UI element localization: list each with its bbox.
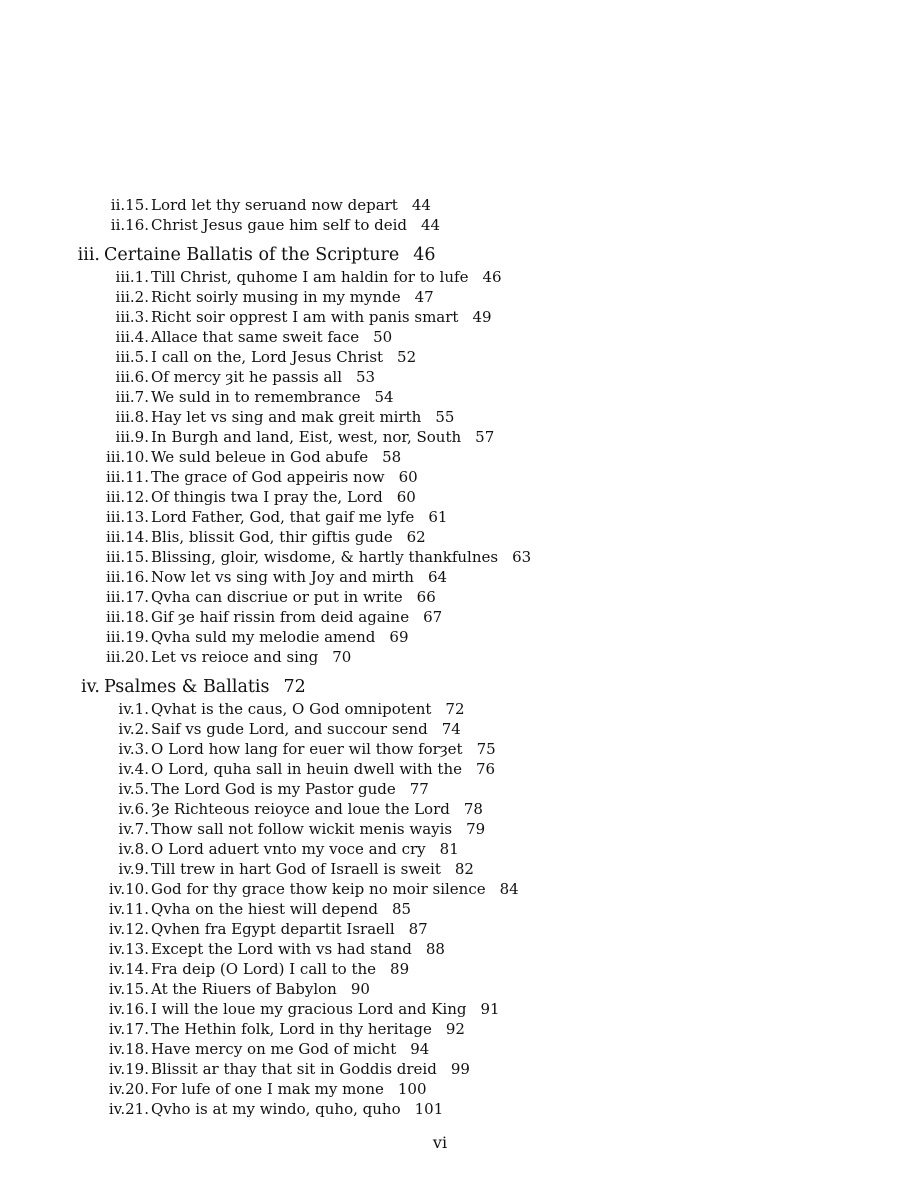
entry-title: We suld beleue in God abufe bbox=[151, 448, 369, 466]
entry-number: iii.12. bbox=[105, 488, 149, 506]
toc-entry bbox=[0, 287, 900, 307]
toc-entry bbox=[0, 799, 900, 819]
entry-title: Now let vs sing with Joy and mirth bbox=[151, 568, 414, 586]
entry-page-number: 99 bbox=[450, 1060, 470, 1078]
toc-entry bbox=[0, 739, 900, 759]
entry-page-number: 44 bbox=[421, 216, 441, 234]
entry-title: Christ Jesus gaue him self to deid bbox=[151, 216, 408, 234]
entry-title: Thow sall not follow wickit menis wayis bbox=[151, 820, 453, 838]
entry-title-line bbox=[151, 215, 440, 235]
entry-title: The Hethin folk, Lord in thy heritage bbox=[151, 1020, 432, 1038]
toc-entry bbox=[0, 759, 900, 779]
toc-entry bbox=[0, 607, 900, 627]
entry-page-number: 55 bbox=[435, 408, 455, 426]
entry-number: iv.4. bbox=[118, 760, 149, 778]
entry-page-number: 76 bbox=[476, 760, 496, 778]
entry-page-number: 72 bbox=[445, 700, 465, 718]
entry-page-number: 82 bbox=[454, 860, 474, 878]
entry-number: iii.17. bbox=[105, 588, 149, 606]
toc-entry bbox=[0, 467, 900, 487]
toc-entry bbox=[0, 587, 900, 607]
entry-number: iii.1. bbox=[115, 268, 149, 286]
table-of-contents bbox=[0, 195, 900, 1119]
entry-title-line bbox=[151, 547, 531, 567]
entry-number: iv.8. bbox=[118, 840, 149, 858]
entry-title-line bbox=[151, 799, 483, 819]
entry-title: God for thy grace thow keip no moir silence bbox=[151, 880, 486, 898]
entry-title: Saif vs gude Lord, and succour send bbox=[151, 720, 428, 738]
entry-page-number: 78 bbox=[463, 800, 483, 818]
entry-title: O Lord aduert vnto my voce and cry bbox=[151, 840, 426, 858]
entry-number: iv.19. bbox=[108, 1060, 149, 1078]
toc-entry bbox=[0, 819, 900, 839]
toc-entry bbox=[0, 647, 900, 667]
toc-entry bbox=[0, 527, 900, 547]
toc-entry bbox=[0, 267, 900, 287]
entry-title-line bbox=[151, 1019, 465, 1039]
entry-title-line bbox=[151, 507, 447, 527]
entry-page-number: 57 bbox=[475, 428, 495, 446]
toc-entry bbox=[0, 719, 900, 739]
toc-entry bbox=[0, 779, 900, 799]
entry-number: iv.21. bbox=[108, 1100, 149, 1118]
entry-page-number: 58 bbox=[382, 448, 402, 466]
entry-page-number: 69 bbox=[389, 628, 409, 646]
entry-title-line bbox=[151, 467, 418, 487]
entry-title-line bbox=[151, 739, 496, 759]
entry-page-number: 101 bbox=[414, 1100, 444, 1118]
entry-number: iv.1. bbox=[118, 700, 149, 718]
entry-title-line bbox=[151, 287, 434, 307]
entry-title-line bbox=[151, 939, 445, 959]
entry-title: We suld in to remembrance bbox=[151, 388, 361, 406]
entry-page-number: 60 bbox=[396, 488, 416, 506]
entry-number: iv.13. bbox=[108, 940, 149, 958]
entry-number: iv.12. bbox=[108, 920, 149, 938]
toc-entry bbox=[0, 1099, 900, 1119]
toc-entry bbox=[0, 919, 900, 939]
entry-number: iii.9. bbox=[115, 428, 149, 446]
toc-entry bbox=[0, 999, 900, 1019]
entry-number: iv.6. bbox=[118, 800, 149, 818]
entry-number: iii.5. bbox=[115, 348, 149, 366]
entry-title: Let vs reioce and sing bbox=[151, 648, 319, 666]
section-spacer bbox=[0, 235, 900, 243]
entry-title-line bbox=[151, 367, 375, 387]
entry-title-line bbox=[151, 567, 447, 587]
entry-title: Hay let vs sing and mak greit mirth bbox=[151, 408, 422, 426]
toc-entry bbox=[0, 567, 900, 587]
entry-page-number: 50 bbox=[373, 328, 393, 346]
toc-entry bbox=[0, 859, 900, 879]
entry-title: Qvha can discriue or put in write bbox=[151, 588, 403, 606]
entry-title-line bbox=[151, 447, 401, 467]
entry-title-line bbox=[151, 587, 436, 607]
toc-entry bbox=[0, 979, 900, 999]
entry-title-line bbox=[151, 195, 431, 215]
entry-page-number: 62 bbox=[406, 528, 426, 546]
entry-number: iv.16. bbox=[108, 1000, 149, 1018]
entry-number: iv.9. bbox=[118, 860, 149, 878]
entry-page-number: 74 bbox=[441, 720, 461, 738]
entry-number: iii.18. bbox=[105, 608, 149, 626]
entry-page-number: 44 bbox=[411, 196, 431, 214]
entry-title: Blissit ar thay that sit in Goddis dreid bbox=[151, 1060, 437, 1078]
entry-title-line bbox=[151, 859, 474, 879]
entry-title: The grace of God appeiris now bbox=[151, 468, 385, 486]
toc-entry bbox=[0, 627, 900, 647]
entry-number: iii.10. bbox=[105, 448, 149, 466]
entry-title: Qvhen fra Egypt departit Israell bbox=[151, 920, 395, 938]
entry-page-number: 52 bbox=[397, 348, 417, 366]
toc-entry bbox=[0, 195, 900, 215]
entry-number: iii.20. bbox=[105, 648, 149, 666]
entry-title-line bbox=[151, 387, 394, 407]
entry-title: Lord Father, God, that gaif me lyfe bbox=[151, 508, 415, 526]
entry-title-line bbox=[151, 699, 465, 719]
entry-number: iv.20. bbox=[108, 1080, 149, 1098]
entry-title: I call on the, Lord Jesus Christ bbox=[151, 348, 384, 366]
entry-title: Fra deip (O Lord) I call to the bbox=[151, 960, 377, 978]
entry-page-number: 75 bbox=[476, 740, 496, 758]
entry-number: iv.7. bbox=[118, 820, 149, 838]
entry-page-number: 64 bbox=[427, 568, 448, 586]
entry-page-number: 60 bbox=[398, 468, 418, 486]
toc-entry bbox=[0, 1019, 900, 1039]
entry-title-line bbox=[151, 1039, 429, 1059]
entry-title-line bbox=[151, 1099, 443, 1119]
toc-entry bbox=[0, 427, 900, 447]
entry-title: The Lord God is my Pastor gude bbox=[151, 780, 396, 798]
entry-number: iv.17. bbox=[108, 1020, 149, 1038]
entry-title: Richt soirly musing in my mynde bbox=[151, 288, 401, 306]
entry-number: iii.11. bbox=[105, 468, 149, 486]
entry-title-line bbox=[151, 819, 485, 839]
entry-number: iii.4. bbox=[115, 328, 149, 346]
toc-entry bbox=[0, 1039, 900, 1059]
entry-page-number: 87 bbox=[408, 920, 428, 938]
entry-title: Lord let thy seruand now depart bbox=[151, 196, 398, 214]
entry-title: O Lord, quha sall in heuin dwell with the bbox=[151, 760, 462, 778]
toc-entry bbox=[0, 215, 900, 235]
entry-page-number: 88 bbox=[425, 940, 445, 958]
entry-number: iv.5. bbox=[118, 780, 149, 798]
entry-title: Gif ȝe haif rissin from deid againe bbox=[151, 608, 410, 626]
entry-title-line bbox=[151, 1059, 470, 1079]
toc-entry bbox=[0, 307, 900, 327]
entry-number: iii.15. bbox=[105, 548, 149, 566]
entry-title: Ȝe Richteous reioyce and loue the Lord bbox=[151, 800, 450, 818]
entry-page-number: 91 bbox=[480, 1000, 500, 1018]
entry-title-line bbox=[151, 427, 494, 447]
toc-entry bbox=[0, 487, 900, 507]
entry-number: ii.16. bbox=[110, 216, 149, 234]
entry-page-number: 54 bbox=[374, 388, 394, 406]
entry-page-number: 66 bbox=[416, 588, 436, 606]
entry-page-number: 61 bbox=[428, 508, 448, 526]
section-page-number: 46 bbox=[413, 245, 436, 265]
entry-title-line bbox=[151, 839, 459, 859]
entry-title-line bbox=[151, 527, 426, 547]
entry-number: iv.3. bbox=[118, 740, 149, 758]
entry-page-number: 63 bbox=[512, 548, 532, 566]
entry-title-line bbox=[151, 307, 492, 327]
page-number: vi bbox=[432, 1133, 448, 1152]
entry-number: iv.14. bbox=[108, 960, 149, 978]
toc-entry bbox=[0, 879, 900, 899]
entry-page-number: 67 bbox=[423, 608, 443, 626]
entry-title-line bbox=[151, 999, 500, 1019]
entry-page-number: 92 bbox=[445, 1020, 465, 1038]
section-spacer bbox=[0, 667, 900, 675]
entry-number: iii.8. bbox=[115, 408, 149, 426]
entry-title: For lufe of one I mak my mone bbox=[151, 1080, 384, 1098]
entry-title: In Burgh and land, Eist, west, nor, South bbox=[151, 428, 462, 446]
entry-page-number: 53 bbox=[356, 368, 376, 386]
entry-title: Of mercy ȝit he passis all bbox=[151, 368, 342, 386]
entry-page-number: 89 bbox=[390, 960, 410, 978]
entry-title: Qvho is at my windo, quho, quho bbox=[151, 1100, 401, 1118]
entry-title: I will the loue my gracious Lord and King bbox=[151, 1000, 467, 1018]
entry-title-line bbox=[151, 959, 409, 979]
entry-number: iv.10. bbox=[108, 880, 149, 898]
entry-number: ii.15. bbox=[110, 196, 149, 214]
entry-page-number: 81 bbox=[439, 840, 459, 858]
entry-page-number: 46 bbox=[482, 268, 502, 286]
entry-title: Blis, blissit God, thir giftis gude bbox=[151, 528, 393, 546]
entry-title: Blissing, gloir, wisdome, & hartly thankfulnes bbox=[151, 548, 499, 566]
toc-entry bbox=[0, 447, 900, 467]
entry-title-line bbox=[151, 627, 409, 647]
entry-title-line bbox=[151, 779, 429, 799]
section-number: iv. bbox=[81, 677, 100, 697]
entry-number: iii.7. bbox=[115, 388, 149, 406]
entry-page-number: 90 bbox=[350, 980, 370, 998]
toc-entry bbox=[0, 347, 900, 367]
section-title-line bbox=[104, 243, 436, 267]
entry-title: Except the Lord with vs had stand bbox=[151, 940, 412, 958]
toc-entry bbox=[0, 327, 900, 347]
entry-title-line bbox=[151, 267, 502, 287]
entry-title-line bbox=[151, 647, 351, 667]
entry-title-line bbox=[151, 899, 411, 919]
entry-page-number: 100 bbox=[397, 1080, 427, 1098]
entry-number: iii.19. bbox=[105, 628, 149, 646]
entry-title: Have mercy on me God of micht bbox=[151, 1040, 397, 1058]
toc-entry bbox=[0, 1079, 900, 1099]
entry-page-number: 84 bbox=[499, 880, 519, 898]
section-title: Psalmes & Ballatis bbox=[104, 677, 270, 697]
entry-number: iii.13. bbox=[105, 508, 149, 526]
toc-section-heading bbox=[0, 675, 900, 699]
entry-title: Qvha on the hiest will depend bbox=[151, 900, 378, 918]
entry-title: Till Christ, quhome I am haldin for to lufe bbox=[151, 268, 469, 286]
entry-number: iii.3. bbox=[115, 308, 149, 326]
toc-entry bbox=[0, 1059, 900, 1079]
entry-page-number: 47 bbox=[414, 288, 434, 306]
entry-page-number: 79 bbox=[466, 820, 486, 838]
entry-number: iii.14. bbox=[105, 528, 149, 546]
entry-number: iv.18. bbox=[108, 1040, 149, 1058]
toc-entry bbox=[0, 507, 900, 527]
entry-title-line bbox=[151, 407, 454, 427]
toc-entry bbox=[0, 387, 900, 407]
section-title-line bbox=[104, 675, 306, 699]
entry-title-line bbox=[151, 979, 370, 999]
toc-entry bbox=[0, 407, 900, 427]
toc-section-heading bbox=[0, 243, 900, 267]
entry-title: At the Riuers of Babylon bbox=[151, 980, 337, 998]
entry-title-line bbox=[151, 719, 461, 739]
entry-title-line bbox=[151, 759, 495, 779]
entry-title-line bbox=[151, 607, 442, 627]
section-page-number: 72 bbox=[283, 677, 306, 697]
entry-number: iv.15. bbox=[108, 980, 149, 998]
entry-title-line bbox=[151, 1079, 427, 1099]
entry-title: O Lord how lang for euer wil thow forȝet bbox=[151, 740, 463, 758]
entry-title-line bbox=[151, 487, 416, 507]
entry-title: Till trew in hart God of Israell is sweit bbox=[151, 860, 441, 878]
entry-page-number: 77 bbox=[409, 780, 429, 798]
entry-number: iii.2. bbox=[115, 288, 149, 306]
toc-entry bbox=[0, 899, 900, 919]
entry-page-number: 70 bbox=[332, 648, 352, 666]
entry-page-number: 49 bbox=[472, 308, 492, 326]
section-number: iii. bbox=[77, 245, 100, 265]
entry-title: Qvhat is the caus, O God omnipotent bbox=[151, 700, 432, 718]
entry-title: Of thingis twa I pray the, Lord bbox=[151, 488, 383, 506]
entry-number: iv.2. bbox=[118, 720, 149, 738]
entry-number: iii.16. bbox=[105, 568, 149, 586]
toc-entry bbox=[0, 367, 900, 387]
section-title: Certaine Ballatis of the Scripture bbox=[104, 245, 400, 265]
entry-title: Richt soir opprest I am with panis smart bbox=[151, 308, 459, 326]
entry-title-line bbox=[151, 879, 519, 899]
toc-entry bbox=[0, 699, 900, 719]
toc-entry bbox=[0, 839, 900, 859]
entry-title-line bbox=[151, 919, 428, 939]
toc-entry bbox=[0, 939, 900, 959]
entry-number: iv.11. bbox=[108, 900, 149, 918]
toc-entry bbox=[0, 547, 900, 567]
entry-title: Qvha suld my melodie amend bbox=[151, 628, 376, 646]
entry-page-number: 85 bbox=[392, 900, 412, 918]
entry-title: Allace that same sweit face bbox=[151, 328, 360, 346]
entry-number: iii.6. bbox=[115, 368, 149, 386]
entry-title-line bbox=[151, 327, 392, 347]
toc-entry bbox=[0, 959, 900, 979]
entry-title-line bbox=[151, 347, 416, 367]
entry-page-number: 94 bbox=[410, 1040, 430, 1058]
